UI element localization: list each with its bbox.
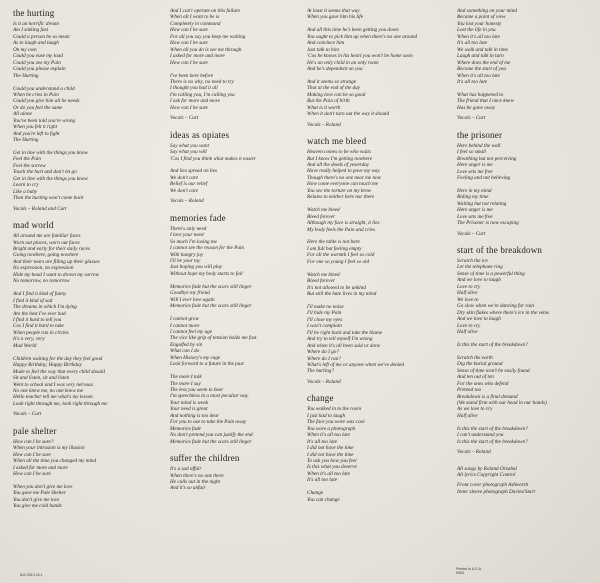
lyric-line: Laugh and talk in turn (457, 53, 504, 60)
lyric-line: Am I sinking fast (13, 27, 49, 34)
lyric-line: How can I be sure (170, 104, 208, 111)
lyric-line: Are the best I've ever had (13, 310, 66, 317)
lyric-line: You wore a photograph (307, 425, 356, 432)
lyric-line: Sit and listen, sit and listen (13, 375, 70, 382)
lyric-line: Hide my head I want to drown my sorrow (13, 271, 100, 278)
lyric-line: And I can't operate on this failure (170, 8, 241, 14)
lyric-line: Though there's no one near me now (307, 174, 382, 181)
lyric-line: How can I be sure (170, 27, 208, 34)
lyric-line: Although my face is straight, it lies (307, 220, 380, 227)
song-memories-fade (170, 213, 306, 445)
lyric-line: You walked in to the room (307, 406, 361, 413)
lyric-line: I can't understand you (457, 432, 504, 439)
lyric-line: When it don't turn out the way it should (307, 111, 390, 118)
song-title: mad world (13, 220, 54, 231)
lyric-line: When it's all too late (457, 33, 500, 40)
lyric-line: I find it hard to tell you (13, 316, 62, 323)
lyric-line: I'm speechless in a most peculiar way (170, 393, 249, 400)
lyric-line: Here the table is not bare (307, 239, 360, 246)
lyric-line: When he cries in Pain (13, 91, 59, 98)
song-title: start of the breakdown (457, 245, 543, 256)
column (307, 8, 443, 511)
lyric-line: The Prisoner is now escaping (457, 220, 519, 227)
lyric-line: (We stand firm with our head in our hands) (457, 399, 547, 406)
lyric-line: Like a baby (13, 188, 38, 195)
lyric-line: Is this the start of the breakdown? (457, 425, 528, 432)
lyric-line: As we love to cry (457, 406, 493, 413)
column (13, 8, 149, 518)
lyric-line: Happy Birthday, Happy Birthday (13, 362, 82, 369)
lyric-line: Here anger is me (457, 207, 493, 214)
lyric-line: When you don't give me love (13, 483, 73, 490)
lyric-line: Your need is great (170, 406, 208, 413)
lyric-line: We walk and talk in time (457, 46, 508, 53)
lyric-line: It's a sad affair (170, 466, 202, 473)
vocal-credit: Vocals – Curt (457, 230, 486, 237)
credit-line: Front cover photograph Ashworth (457, 482, 529, 489)
vocal-credit: Vocals – Roland (307, 378, 341, 385)
lyric-line: 'Cos I find you think what makes it easier (170, 155, 256, 162)
lyric-line: When people run in circles (13, 329, 69, 336)
lyric-line: I'll be your toy (170, 258, 201, 265)
lyric-line: Could you ease my load (13, 53, 63, 60)
lyric-line: It's all too late (457, 40, 488, 47)
lyric-line: To ask you how you feel (307, 458, 357, 464)
lyric-line: Say what you want (170, 142, 210, 149)
lyric-line: Relates to neither here nor there (307, 194, 375, 201)
lyric-line: It's a very, very (13, 336, 45, 343)
lyric-line: No one knew me, no one knew me (13, 387, 84, 394)
lyric-line: We don't care (170, 174, 199, 181)
lyric-line: Waiting but not relating (457, 200, 507, 207)
lyric-line: So much I'm losing me (170, 238, 217, 245)
lyric-line: Without hope my body starts to fail (170, 270, 243, 277)
lyric-line: When it's all too late (307, 432, 350, 439)
lyric-line: For one so young I feel so old (307, 258, 370, 265)
lyric-line: Could you understand a child (13, 85, 75, 92)
lyric-line: You lost your honesty (457, 20, 502, 27)
lyric-line: I'll hide my Pain (307, 310, 342, 317)
lyric-line: The less you seem to hear (170, 387, 224, 394)
lyric-line: Feel the sorrow (13, 162, 46, 169)
lyric-line: I feel so small (457, 149, 486, 156)
printed-in (456, 567, 482, 575)
lyric-line: Half alive (457, 329, 478, 335)
lyric-line: Engulfed by sin (170, 341, 203, 348)
lyric-line: I asked for more and more (13, 464, 68, 471)
column (457, 8, 593, 495)
lyric-line: Let the telephone ring (457, 264, 503, 271)
lyric-line: Love to cry (457, 322, 481, 329)
lyric-line: No don't pretend you can justify the end (170, 432, 253, 439)
song-mad-world (13, 220, 149, 418)
lyric-line: When it's all too late (457, 72, 500, 79)
lyric-line: Sense of time won't be easily found (457, 367, 530, 374)
lyric-line: The Hurting (13, 137, 39, 144)
lyric-line: He's an only child in an only room (307, 59, 379, 66)
lyric-line: Became a point of view (457, 14, 506, 21)
lyric-line: Mad World (13, 342, 37, 349)
lyric-line: You've been told you're wrong (13, 117, 76, 124)
lyric-line: I won't complain (307, 323, 342, 330)
lyric-line: Heaven comes to be who waits (307, 149, 371, 156)
lyric-line: Breakdown is a final demand (457, 393, 518, 400)
lyric-line: My body feels the Pain and cries (307, 226, 375, 233)
lyric-line: The dreams in which I'm dying (13, 304, 77, 311)
lyric-line: I cannot move (170, 322, 200, 329)
lyric-line: And he's dependent on you (307, 66, 363, 73)
lyric-line: Get in line with the things you know (13, 150, 88, 157)
credit-line: Inner sleeve photograph Davies/Starr (457, 488, 536, 495)
lyric-line: Where does the end of me (457, 59, 511, 66)
lyric-line: Your mind is weak (170, 399, 208, 406)
lyric-line: And it seems so strange (307, 78, 356, 85)
lyric-line: How can I be sure (170, 59, 208, 66)
lyric-line: Biding my time (457, 194, 489, 201)
lyric-line: I cannot grow (170, 316, 199, 323)
lyric-line: Memories fade but the scars still linger (170, 283, 252, 290)
lyric-line: 'Cos he knows in his heart you won't be home soon (307, 53, 413, 60)
lyric-line: As to laugh and laugh (13, 40, 59, 47)
lyric-line: The face you wore was cool (307, 419, 365, 426)
lyric-line: Worn out places, worn out faces (13, 239, 80, 246)
song-suffer-the-children (170, 453, 306, 492)
lyric-line: That at the end of the day (307, 85, 361, 92)
lyric-line: Sense of time is a powerful thing (457, 270, 525, 277)
lyric-line: Look right through me, look right through me (13, 400, 108, 407)
song-pale-shelter (13, 426, 149, 510)
vocal-credit: Vocals – Roland (307, 121, 341, 128)
lyric-line: Watch me bleed (307, 271, 340, 278)
lyric-line: But the Pain of birth (307, 98, 350, 105)
lyric-line: The Hurting (13, 72, 39, 79)
lyric-line: All alone (13, 111, 32, 118)
lyric-line: Half alive (457, 290, 478, 297)
lyric-line: All around me are familiar faces (13, 233, 81, 240)
lyric-line: Then the hurting won't come back (13, 195, 84, 202)
lyric-line: When all the time you changed my mind (13, 458, 97, 465)
song-ideas-as-opiates (170, 130, 306, 205)
lyric-line: Here in my mind (457, 187, 492, 194)
lyric-line: Where do I run? (307, 355, 341, 362)
lyric-line: Scratch the earth (457, 354, 493, 361)
lyric-line: Bleed forever (307, 213, 335, 220)
lyric-line: I'll make no noise (307, 303, 344, 310)
lyric-line: Completely in command (170, 20, 221, 27)
lyric-line: It's not allowed to be unkind (307, 284, 366, 291)
lyric-line: The vice like grip of tension holds me fast (170, 335, 257, 342)
lyric-line: No expression, no expression (13, 265, 74, 272)
lyric-line: Just talk to him (307, 46, 339, 53)
lyric-line: Here anger is me (457, 162, 493, 169)
lyric-line: Is this what you deserve (307, 464, 357, 471)
lyric-line: And try to tell myself I'm wrong (307, 336, 373, 343)
vocal-credit: Vocals – Curt (457, 115, 486, 122)
lyric-line: It's all too late (307, 438, 338, 445)
song-change (307, 393, 443, 503)
lyric-line: There's only need (170, 225, 207, 232)
lyric-line: Here behind the wall (457, 142, 501, 149)
lyric-line: Is it an horrific dream (13, 21, 59, 27)
lyric-line: And nothing is too dear (170, 412, 219, 419)
lyric-line: I thought you had it all (170, 85, 218, 92)
song-continued-1 (170, 8, 306, 122)
lyric-line: I cannot see the reason for the Pain (170, 245, 245, 252)
lyric-line: Lost the life in you (457, 27, 496, 34)
lyric-line: Scratch the ice (457, 258, 488, 265)
lyric-line: At least it seems that way (307, 8, 360, 14)
lyric-line: Memories fade (170, 425, 201, 432)
lyric-line: I cannot feel my age (170, 328, 213, 335)
lyric-line: We don't care (170, 187, 199, 194)
lyric-line: It's all too late (307, 477, 338, 484)
song-title: the prisoner (457, 129, 503, 140)
lyric-line: Hello teacher tell me what's my lesson (13, 394, 93, 401)
lyric-line: When all I want to be is (170, 14, 220, 21)
lyric-line: What can I do (170, 348, 200, 355)
lyric-line: What's left of me or anyone when we've denied (307, 362, 405, 369)
song-the-prisoner (457, 130, 593, 237)
lyric-line: You see the torture on my brow (307, 187, 372, 194)
lyric-line: He calls out in the night (170, 479, 220, 486)
lyric-line: Making love can be so good (307, 91, 366, 98)
lyric-line: For you to use to take the Pain away (170, 419, 247, 426)
lyric-line: And all the deeds of yesterday (307, 162, 370, 169)
lyric-line: Feel the Pain (13, 156, 41, 163)
lyric-line: Could you give him all he needs (13, 98, 80, 105)
lyric-line: Cos I find it hard to take (13, 323, 64, 330)
lyric-line: Have really helped to pave my way (307, 168, 380, 175)
lyric-line: I asked for more and more (170, 53, 225, 60)
song-title: pale shelter (13, 425, 57, 436)
lyric-line: Children waiting for the day they feel good (13, 355, 103, 362)
lyric-line: I did not have the time (307, 451, 354, 458)
lyric-line: Has he gone away (457, 104, 496, 111)
lyric-line: Is this the start of the breakdown? (457, 438, 528, 445)
lyric-line: Dry skin flakes where there's ice in the veins (457, 309, 550, 316)
lyric-line: Watch me bleed (307, 207, 340, 214)
lyric-line: Love sets me free (457, 168, 493, 175)
catalog-number: 811 039-1 M-1 (20, 573, 43, 577)
lyric-line: The friend that I once knew (457, 98, 514, 105)
lyric-line: And lies spread on lies (170, 168, 218, 175)
printed-in-line: Printed in U.S.A. (456, 567, 482, 571)
lyric-line: When you felt it right (13, 124, 58, 131)
lyric-line: Could you please explain (13, 66, 66, 73)
lyric-line: Going nowhere, going nowhere (13, 252, 79, 259)
lyric-line: Dig the burial ground (457, 361, 503, 368)
lyric-line: Go slow when we're dancing for rain (457, 303, 534, 310)
lyric-line: Or do you feel the same (13, 104, 63, 111)
lyric-line: What is it worth (307, 104, 341, 111)
song-continued-2 (307, 8, 443, 128)
lyric-line: Half alive (457, 412, 478, 419)
lyric-line: I'll close my eyes (307, 316, 343, 323)
lyric-line: And their tears are filling up their glasses (13, 258, 100, 265)
lyric-line: Become the start of you (457, 66, 506, 73)
lyric-line: Change (307, 490, 324, 497)
lyric-line: When there's no one there (170, 472, 224, 479)
lyric-line: Went to school and I was very nervous (13, 381, 93, 388)
lyric-line: I am full but feeling empty (307, 245, 362, 252)
lyric-line: I'll be right back and take the blame (307, 329, 383, 336)
song-watch-me-bleed (307, 136, 443, 385)
lyric-line: Memories fade but the scars still linger (170, 303, 252, 310)
lyric-line: The more I say (170, 380, 201, 387)
lyric-line: But I know I'm getting nowhere (307, 155, 373, 162)
credit-line: All lyrics Copyright Control (457, 472, 516, 479)
lyric-line: When your intrusion is my illusion (13, 445, 85, 452)
song-continued-3 (457, 8, 593, 122)
lyric-line: I've been here before (170, 72, 214, 79)
lyric-line: Feeling and not believing (457, 174, 511, 181)
lyric-line: How can I be sure (13, 451, 51, 458)
lyric-line: Learn to cry (13, 182, 39, 189)
lyric-line: Will I ever love again (170, 296, 215, 303)
printed-code: 0904 (456, 571, 464, 575)
lyric-line: You can change (307, 496, 340, 503)
lyric-line: On my own (13, 46, 37, 53)
lyric-line: And something on your mind (457, 8, 517, 14)
lyric-line: I find it kind of sad (13, 297, 53, 304)
lyric-line: And I find it kind of funny (13, 291, 67, 298)
lyric-line: Made to feel the way that every child should (13, 368, 105, 375)
lyric-line: When all you do is see me through (170, 46, 242, 53)
vocal-credit: Vocals – Curt (170, 115, 199, 122)
lyric-line: Love to cry (457, 283, 481, 290)
lyric-line: You don't give me love (13, 496, 60, 503)
lyric-line: What has happened to (457, 91, 504, 98)
lyric-line: For all the warmth I feel so cold (307, 252, 375, 259)
lyric-line: Look forward to a future in the past (170, 361, 244, 368)
lyric-line: Just hoping you will play (170, 264, 223, 271)
column (170, 8, 306, 500)
lyric-line: Touch the hurt and don't let go (13, 169, 77, 176)
lyric-line: How can I be sure (13, 471, 51, 478)
lyric-line: Memories fade but the scars still linger (170, 438, 252, 445)
lyric-line: We love to (457, 296, 479, 303)
song-title: the hurting (13, 8, 55, 18)
lyric-line: How can I be sure? (13, 438, 54, 445)
lyric-line: No tomorrow, no tomorrow (13, 278, 70, 285)
lyric-line: Bleed forever (307, 278, 335, 285)
lyric-line: But still the hate lives in my mind (307, 291, 377, 298)
lyric-line: I just had to laugh (307, 412, 346, 419)
song-start-of-the-breakdown (457, 245, 593, 456)
song-title: memories fade (170, 212, 226, 223)
lyric-line: And convince him (307, 40, 345, 47)
lyric-line: Where do I go? (307, 349, 339, 356)
lyric-line: I'm calling you, I'm calling you (170, 91, 235, 98)
lyric-line: And it's so unfair (170, 485, 206, 492)
lyric-line: You gave me Pale Shelter (13, 490, 66, 497)
lyric-line: Could a person be so mean (13, 33, 70, 40)
lyric-line: For the ones who defend (457, 380, 509, 387)
credit-line: All songs by Roland Orzabal (457, 465, 517, 472)
lyric-line: I did not have the time (307, 445, 354, 452)
lyric-line: And you're left to fight (13, 130, 60, 137)
lyric-line: Could you see my Pain (13, 59, 61, 66)
lyric-line: And all this time he's been getting you down (307, 27, 399, 34)
lyric-line: Bright and early for their daily races (13, 246, 90, 253)
lyric-line: How can I be sure (170, 40, 208, 47)
song-title: watch me bleed (307, 136, 367, 147)
song-title: change (307, 393, 334, 404)
vocal-credit: Vocals – Roland and Curt (13, 205, 67, 212)
vocal-credit: Vocals – Roland (170, 198, 204, 205)
lyric-line: And we love to laugh (457, 316, 501, 323)
lyric-line: Goodbye my friend (170, 290, 210, 297)
lyric-line: When it's all too late (307, 470, 350, 477)
lyric-line: With hungry joy (170, 251, 204, 258)
vocal-credit: Vocals – Roland (457, 449, 491, 456)
lyric-line: I love your need (170, 232, 204, 239)
lyric-line: Breathing but not perceiving (457, 155, 517, 162)
lyric-line: Belief is our relief (170, 181, 208, 188)
lyric-line: When History's my cage (170, 354, 221, 361)
album-credits (457, 466, 593, 496)
lyric-line: Is this the start of the breakdown? (457, 341, 528, 348)
lyric-line: Get in line with the things you know (13, 175, 88, 182)
song-title: suffer the children (170, 453, 240, 464)
lyric-line: There is no why, no need to try (170, 78, 234, 85)
lyric-line: The more I talk (170, 374, 202, 381)
lyric-line: For all you say you keep me waiting (170, 33, 246, 40)
lyric-line: I ask for more and more (170, 98, 220, 105)
lyric-line: And we love to laugh (457, 277, 501, 284)
lyric-line: Pretend too (457, 387, 482, 394)
lyric-line: And ten out of ten (457, 374, 494, 381)
lyric-line: The hurting? (307, 368, 334, 375)
lyric-line: Say what you will (170, 149, 207, 156)
lyric-line: Love sets me free (457, 213, 493, 220)
lyric-line: You ought to pick him up when there's no one around (307, 33, 418, 40)
lyric-line: It's all too late (457, 78, 488, 85)
lyric-line: You give me cold hands (13, 503, 62, 510)
lyric-line: And when it's all been said or done (307, 342, 381, 349)
lyric-line: How come everyone can touch me (307, 181, 379, 188)
vocal-credit: Vocals – Curt (13, 411, 42, 418)
song-title: ideas as opiates (170, 129, 230, 140)
lyric-line: When you gave him his life (307, 14, 364, 21)
song-the-hurting (13, 8, 149, 212)
